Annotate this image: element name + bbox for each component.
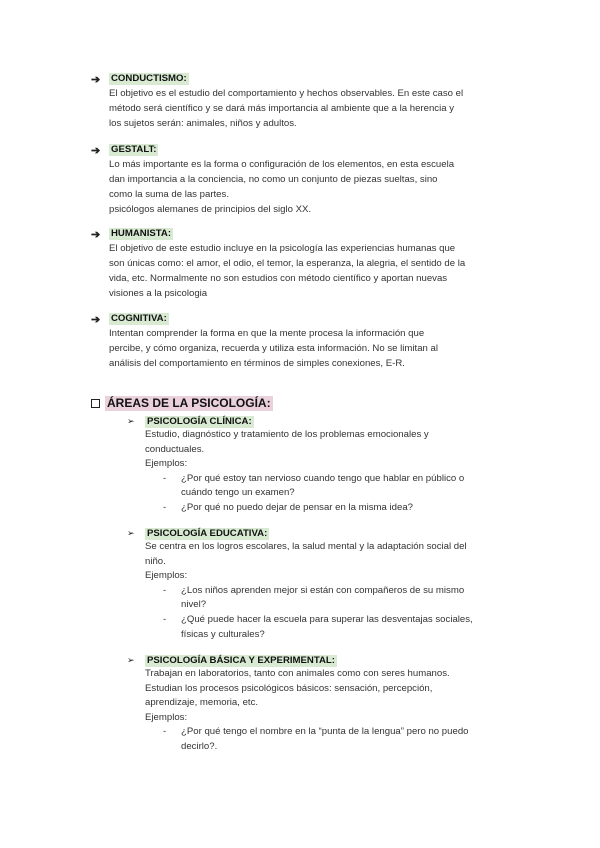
text-line: Intentan comprender la forma en que la mente procesa la información que — [109, 328, 425, 339]
school-title: CONDUCTISMO: — [111, 73, 187, 84]
school-description — [109, 241, 531, 301]
examples-list — [145, 725, 527, 754]
area-clinica — [127, 415, 527, 516]
triangle-arrow-icon: ➢ — [127, 416, 135, 426]
arrow-icon: ➔ — [91, 228, 101, 241]
text-line: Estudian los procesos psicológicos básicos: sensación, percepción, — [145, 682, 433, 694]
example-item — [163, 472, 527, 501]
example-item — [163, 725, 527, 754]
text-line: aprendizaje, memoria, etc. — [145, 697, 259, 709]
text-line: ¿Qué puede hacer la escuela para superar las desventajas sociales, — [181, 613, 473, 625]
area-description — [145, 428, 527, 516]
text-line: El objetivo de este estudio incluye en la psicología las experiencias humanas que — [109, 243, 456, 254]
school-description — [109, 157, 531, 217]
checkbox-icon — [91, 399, 100, 408]
triangle-arrow-icon: ➢ — [127, 655, 135, 665]
text-line: Estudio, diagnóstico y tratamiento de los problemas emocionales y — [145, 429, 429, 440]
text-line: conductuales. — [145, 443, 205, 455]
text-line: Lo más importante es la forma o configuración de los elementos, en esta escuela — [109, 159, 455, 170]
text-line: El objetivo es el estudio del comportamiento y hechos observables. En este caso el — [109, 88, 464, 99]
text-line: psicólogos alemanes de principios del siglo XX. — [109, 204, 312, 215]
text-line: vida, etc. Normalmente no son estudios con método científico y aportan nuevas — [109, 273, 448, 284]
text-line: físicas y culturales? — [181, 628, 265, 640]
text-line: decirlo?. — [181, 740, 218, 752]
examples-label: Ejemplos: — [145, 711, 188, 723]
areas-title: ÁREAS DE LA PSICOLOGÍA: — [107, 396, 271, 410]
dash-bullet-icon: - — [163, 726, 167, 738]
school-title: HUMANISTA: — [111, 228, 172, 239]
text-line: niño. — [145, 555, 166, 567]
school-gestalt — [91, 143, 531, 217]
dash-bullet-icon: - — [163, 613, 167, 625]
dash-bullet-icon: - — [163, 584, 167, 596]
school-humanista — [91, 227, 531, 301]
arrow-icon: ➔ — [91, 313, 101, 326]
area-educativa — [127, 527, 527, 642]
school-title: COGNITIVA: — [111, 313, 167, 324]
text-line: son únicas como: el amor, el odio, el temor, la esperanza, la alegria, el sentido de la — [109, 258, 466, 269]
text-line: Trabajan en laboratorios, tanto con animales como con seres humanos. — [145, 668, 450, 679]
text-line: cuándo tengo un examen? — [181, 487, 295, 499]
school-description — [109, 86, 531, 131]
text-line: ¿Por qué tengo el nombre en la “punta de la lengua” pero no puedo — [181, 726, 469, 738]
text-line: visiones a la psicologia — [109, 288, 208, 299]
text-line: los sujetos serán: animales, niños y adultos. — [109, 118, 297, 129]
school-title: GESTALT: — [111, 144, 157, 155]
area-heading — [127, 527, 527, 540]
text-line: como la suma de las partes. — [109, 189, 229, 200]
example-text — [181, 613, 521, 642]
arrow-icon: ➔ — [91, 73, 101, 86]
school-heading — [91, 312, 531, 326]
text-line: análisis del comportamiento en términos de simples conexiones, E-R. — [109, 358, 405, 369]
text-line: dan importancia a la conciencia, no como un conjunto de piezas sueltas, sino — [109, 174, 438, 185]
arrow-icon: ➔ — [91, 144, 101, 157]
area-heading — [127, 415, 527, 428]
example-text — [181, 725, 521, 754]
examples-list — [145, 472, 527, 516]
triangle-arrow-icon: ➢ — [127, 528, 135, 538]
school-cognitiva — [91, 312, 531, 371]
area-description — [145, 667, 527, 755]
text-line: ¿Los niños aprenden mejor si están con compañeros de su mismo — [181, 584, 465, 596]
examples-label: Ejemplos: — [145, 570, 188, 582]
area-title: PSICOLOGÍA BÁSICA Y EXPERIMENTAL: — [147, 654, 335, 666]
example-item — [163, 613, 527, 642]
text-line: nivel? — [181, 599, 207, 611]
text-line: Se centra en los logros escolares, la salud mental y la adaptación social del — [145, 541, 467, 552]
text-line: ¿Por qué no puedo dejar de pensar en la misma idea? — [181, 501, 413, 513]
example-text — [181, 584, 521, 613]
example-text — [181, 472, 521, 501]
example-text — [181, 501, 521, 516]
examples-label: Ejemplos: — [145, 458, 188, 470]
school-description — [109, 326, 531, 371]
example-item — [163, 584, 527, 613]
school-heading — [91, 227, 531, 241]
text-line: ¿Por qué estoy tan nervioso cuando tengo que hablar en público o — [181, 472, 465, 484]
text-line: método será científico y se dará más importancia al ambiente que a la herencia y — [109, 103, 455, 114]
school-conductismo — [91, 72, 531, 131]
text-line: percibe, y cómo organiza, recuerda y utiliza esta información. No se limitan al — [109, 343, 439, 354]
area-description — [145, 540, 527, 642]
school-heading — [91, 143, 531, 157]
school-heading — [91, 72, 531, 86]
dash-bullet-icon: - — [163, 472, 167, 484]
area-basica-experimental — [127, 654, 527, 755]
area-title: PSICOLOGÍA CLÍNICA: — [147, 415, 252, 427]
area-heading — [127, 654, 527, 667]
examples-list — [145, 584, 527, 642]
areas-heading — [91, 396, 273, 411]
dash-bullet-icon: - — [163, 501, 167, 513]
example-item — [163, 501, 527, 516]
area-title: PSICOLOGÍA EDUCATIVA: — [147, 527, 268, 539]
